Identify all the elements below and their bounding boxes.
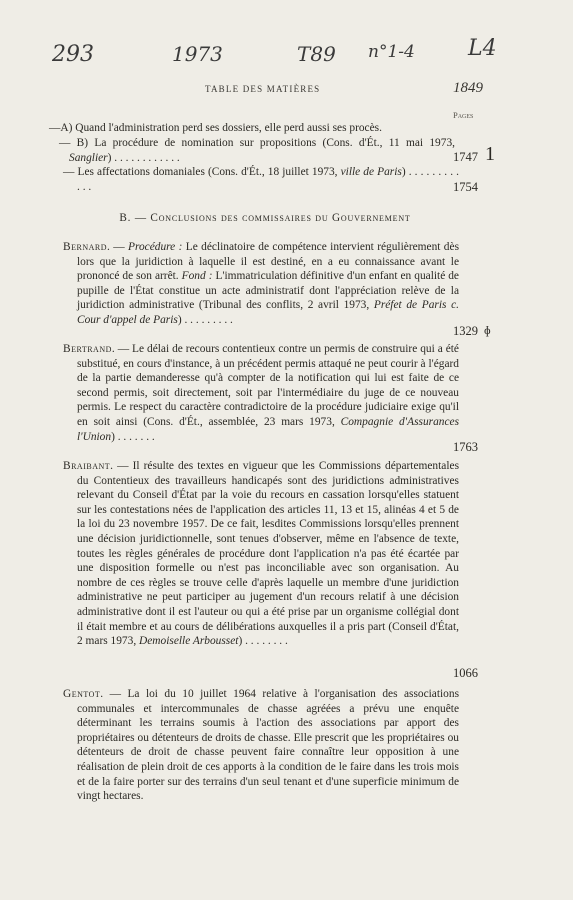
- page-reference: 1747: [453, 150, 478, 164]
- entry-case-name: Compagnie d'Assurances l'Union: [77, 415, 460, 443]
- entry-leader-dots: ) . . . . . . . . . . . .: [107, 151, 180, 164]
- entry-lead: —: [63, 166, 78, 178]
- handwritten-mark: 1: [485, 143, 495, 165]
- entry-leader-dots: ) . . . . . . . .: [238, 635, 288, 648]
- entry-case-name: ville de Paris: [340, 166, 402, 178]
- separator: . —: [111, 343, 133, 355]
- toc-entry: [63, 165, 459, 194]
- separator: . —: [100, 688, 128, 700]
- toc-entry: [49, 121, 445, 136]
- entry-text: La loi du 10 juillet 1964 relative à l'organisation des associations communales et intercommunales de chasse agréées a prévu une enquête déterminant les terrains soumis à l'action des associations par apport des propriétaires ou détenteurs de droits de chasse. Elle prescrit que les propriétaires ou détenteurs de droit de chasse peuvent faire connaître leur opposition à une réalisation de plein droit de ces apports à la condition de le faire dans les trois mois et de la faire porter sur des terrains d'un seul tenant et d'une superficie minimum de vingt hectares.: [77, 688, 460, 803]
- topic-label: Procédure :: [127, 241, 183, 253]
- entry-text: La procédure de nomination sur propositions (Cons. d'Ét., 11 mai 1973,: [94, 137, 455, 149]
- page-reference: 1754: [453, 180, 478, 194]
- section-heading: B. — Conclusions des commissaires du Gouvernement: [119, 212, 411, 224]
- entry-case-name: Sanglier: [69, 151, 108, 164]
- pages-column-label: Pages: [453, 110, 474, 120]
- entry-leader-dots: ) . . . . . . . . . . . .: [77, 166, 459, 193]
- entry-text: Il résulte des textes en vigueur que les Commissions départementales du Contentieux des travailleurs handicapés sont des juridictions administratives relevant du Conseil d'État par la voie du recours en cassation lorsqu'elles statuent sur les contestations nées de l'application des articles 11, 13 et 15, alinéas 4 et 5 de la loi du 23 novembre 1957. De ce fait, lesdites Commissions lorsqu'elles prennent une décision juridictionnelle, sont tenues d'observer, même en l'absence de texte, toutes les règles générales de procédure dont l'application n'a pas été écartée par une disposition formelle ou n'est pas inconciliable avec son organisation. Au nombre de ces règles se trouve celle d'après laquelle un membre d'une juridiction administrative ne peut participer au jugement d'un recours relatif à une décision administrative dont il est l'auteur ou qui a été prise par un organisme collégial dont il était membre et au cours de délibérations auxquelles il a pris part (Conseil d'État, 2 mars 1973,: [77, 460, 459, 648]
- entry-leader-dots: ) . . . . . . . . .: [177, 313, 233, 326]
- page-reference: 1763: [453, 440, 478, 454]
- entry-case-name: Demoiselle Arbousset: [139, 635, 239, 648]
- handwritten-note: n°1-4: [368, 42, 415, 62]
- commissioner-name: Braibant: [63, 460, 111, 472]
- entry-text: Les affectations domaniales (Cons. d'Ét., 18 juillet 1973,: [77, 166, 341, 178]
- handwritten-note: 293: [52, 42, 94, 67]
- handwritten-note: T89: [297, 42, 336, 66]
- separator: . —: [110, 460, 133, 472]
- commissioner-name: Bertrand: [63, 343, 112, 355]
- commissioner-name: Bernard: [63, 241, 107, 253]
- conclusion-entry: [63, 687, 459, 804]
- commissioner-name: Gentot: [63, 688, 101, 700]
- conclusion-entry: [63, 240, 459, 328]
- toc-entry: [59, 136, 455, 165]
- entry-text: Le déclinatoire de compétence intervient régulièrement dès lors que la juridiction à laquelle il est destiné, en a eu connaissance avant le prononcé de son arrêt.: [77, 241, 459, 283]
- page-number: 1849: [453, 80, 483, 96]
- entry-text: L'immatriculation définitive d'un enfant en qualité de pupille de l'État constitue un acte administratif dont l'appréciation relève de la juridiction administrative (Tribunal des conflits, 2 avril 1973,: [77, 270, 459, 312]
- conclusion-entry: [63, 342, 459, 444]
- conclusion-entry: [63, 459, 459, 649]
- entry-case-name: Préfet de Paris c. Cour d'appel de Paris: [77, 299, 459, 326]
- entry-lead: —A): [49, 122, 76, 134]
- handwritten-note: L4: [468, 36, 497, 61]
- entry-text: Quand l'administration perd ses dossiers, elle perd aussi ses procès.: [75, 122, 382, 134]
- separator: . —: [107, 241, 128, 253]
- page-reference: 1066: [453, 666, 478, 680]
- entry-lead: — B): [59, 137, 95, 149]
- entry-leader-dots: ) . . . . . . .: [111, 430, 155, 443]
- handwritten-note: 1973: [172, 42, 223, 66]
- topic-label: Fond :: [181, 270, 213, 283]
- handwritten-mark: ɸ: [484, 323, 491, 337]
- entry-text: Le délai de recours contentieux contre un permis de construire qui a été substitué, en cours d'instance, à un précédent permis attaqué ne peut courir à l'égard de la partie demanderesse qu'à compter de la notification qui lui est faite de ce second permis, soit directement, soit par l'intermédiaire du juge de ce nouveau permis. Le respect du caractère contradictoire de la procédure judiciaire exige qu'il en soit ainsi (Cons. d'Ét., assemblée, 23 mars 1973,: [77, 343, 459, 428]
- running-title: TABLE DES MATIÈRES: [205, 84, 321, 94]
- page-reference: 1329: [453, 324, 478, 338]
